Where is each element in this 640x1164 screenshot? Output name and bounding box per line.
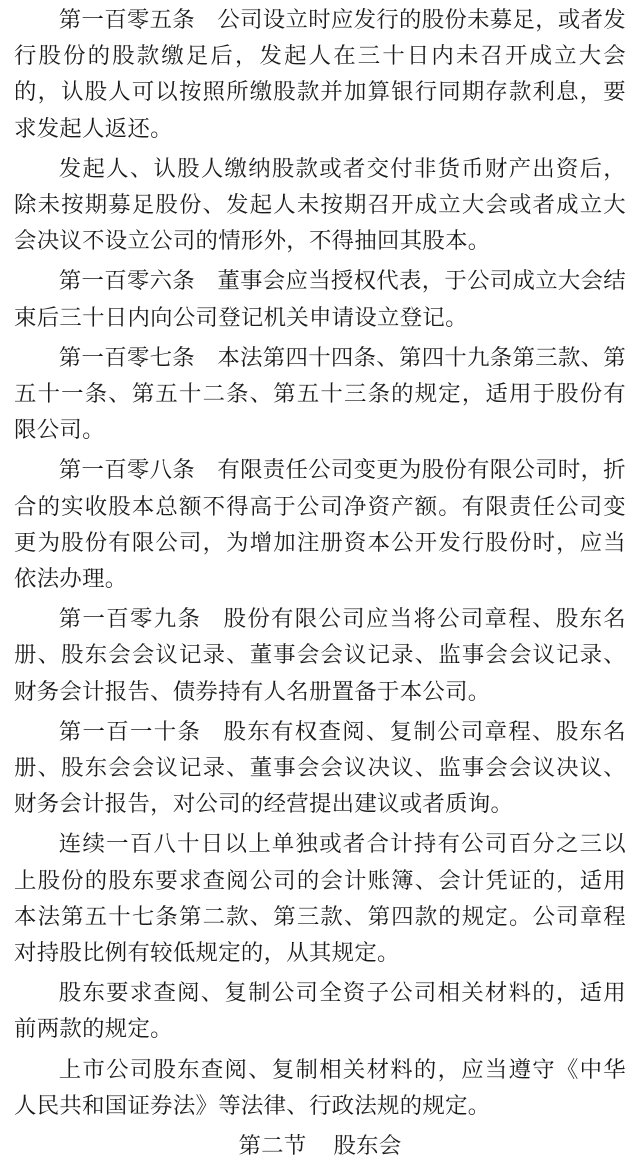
article-text: 公司设立时应发行的股份未募足，或者发行股份的股款缴足后，发起人在三十日内未召开成立大会的，认股人可以按照所缴股款并加算银行同期存款利息，要求发起人返还。 xyxy=(14,7,626,142)
article-text: 董事会应当授权代表，于公司成立大会结束后三十日内向公司登记机关申请设立登记。 xyxy=(14,268,626,331)
paragraph-article-108 xyxy=(14,452,626,597)
article-text: 上市公司股东查阅、复制相关材料的，应当遵守《中华人民共和国证券法》等法律、行政法规的规定。 xyxy=(14,1056,626,1119)
paragraph-article-106 xyxy=(14,263,626,335)
article-number: 第一百零八条 xyxy=(58,457,195,484)
article-number: 第一百零九条 xyxy=(58,606,202,633)
article-text: 连续一百八十日以上单独或者合计持有公司百分之三以上股份的股东要求查阅公司的会计账簿、会计凭证的，适用本法第五十七条第二款、第三款、第四款的规定。公司章程对持股比例有较低规定的，从其规定。 xyxy=(14,831,626,967)
article-text: 发起人、认股人缴纳股款或者交付非货币财产出资后，除未按期募足股份、发起人未按期召开成立大会或者成立大会决议不设立公司的情形外，不得抽回其股本。 xyxy=(14,155,626,255)
paragraph-article-105 xyxy=(14,2,626,147)
paragraph-article-110-cont-3 xyxy=(14,1052,626,1124)
article-text: 有限责任公司变更为股份有限公司时，折合的实收股本总额不得高于公司净资产额。有限责任公司变更为股份有限公司，为增加注册资本公开发行股份时，应当依法办理。 xyxy=(14,457,626,593)
article-number: 第一百一十条 xyxy=(58,718,202,745)
paragraph-article-110-cont-1 xyxy=(14,826,626,971)
article-text: 股东要求查阅、复制公司全资子公司相关材料的，适用前两款的规定。 xyxy=(14,980,626,1043)
article-number: 第一百零六条 xyxy=(58,268,195,295)
article-text: 股份有限公司应当将公司章程、股东名册、股东会会议记录、董事会会议记录、监事会会议记录、财务会计报告、债券持有人名册置备于本公司。 xyxy=(14,606,626,705)
section-number: 第二节 xyxy=(238,1133,307,1160)
paragraph-article-110-cont-2 xyxy=(14,975,626,1047)
section-heading xyxy=(14,1128,626,1164)
paragraph-article-105-cont xyxy=(14,151,626,260)
paragraph-article-109 xyxy=(14,601,626,710)
article-text: 本法第四十四条、第四十九条第三款、第五十一条、第五十二条、第五十三条的规定，适用于股份有限公司。 xyxy=(14,344,626,444)
document-page xyxy=(14,2,626,1164)
section-title: 股东会 xyxy=(333,1133,402,1160)
article-text: 股东有权查阅、复制公司章程、股东名册、股东会会议记录、董事会会议决议、监事会会议决议、财务会计报告，对公司的经营提出建议或者质询。 xyxy=(14,718,626,818)
paragraph-article-110 xyxy=(14,714,626,823)
paragraph-article-107 xyxy=(14,340,626,449)
article-number: 第一百零七条 xyxy=(58,344,195,371)
article-number: 第一百零五条 xyxy=(58,7,195,33)
